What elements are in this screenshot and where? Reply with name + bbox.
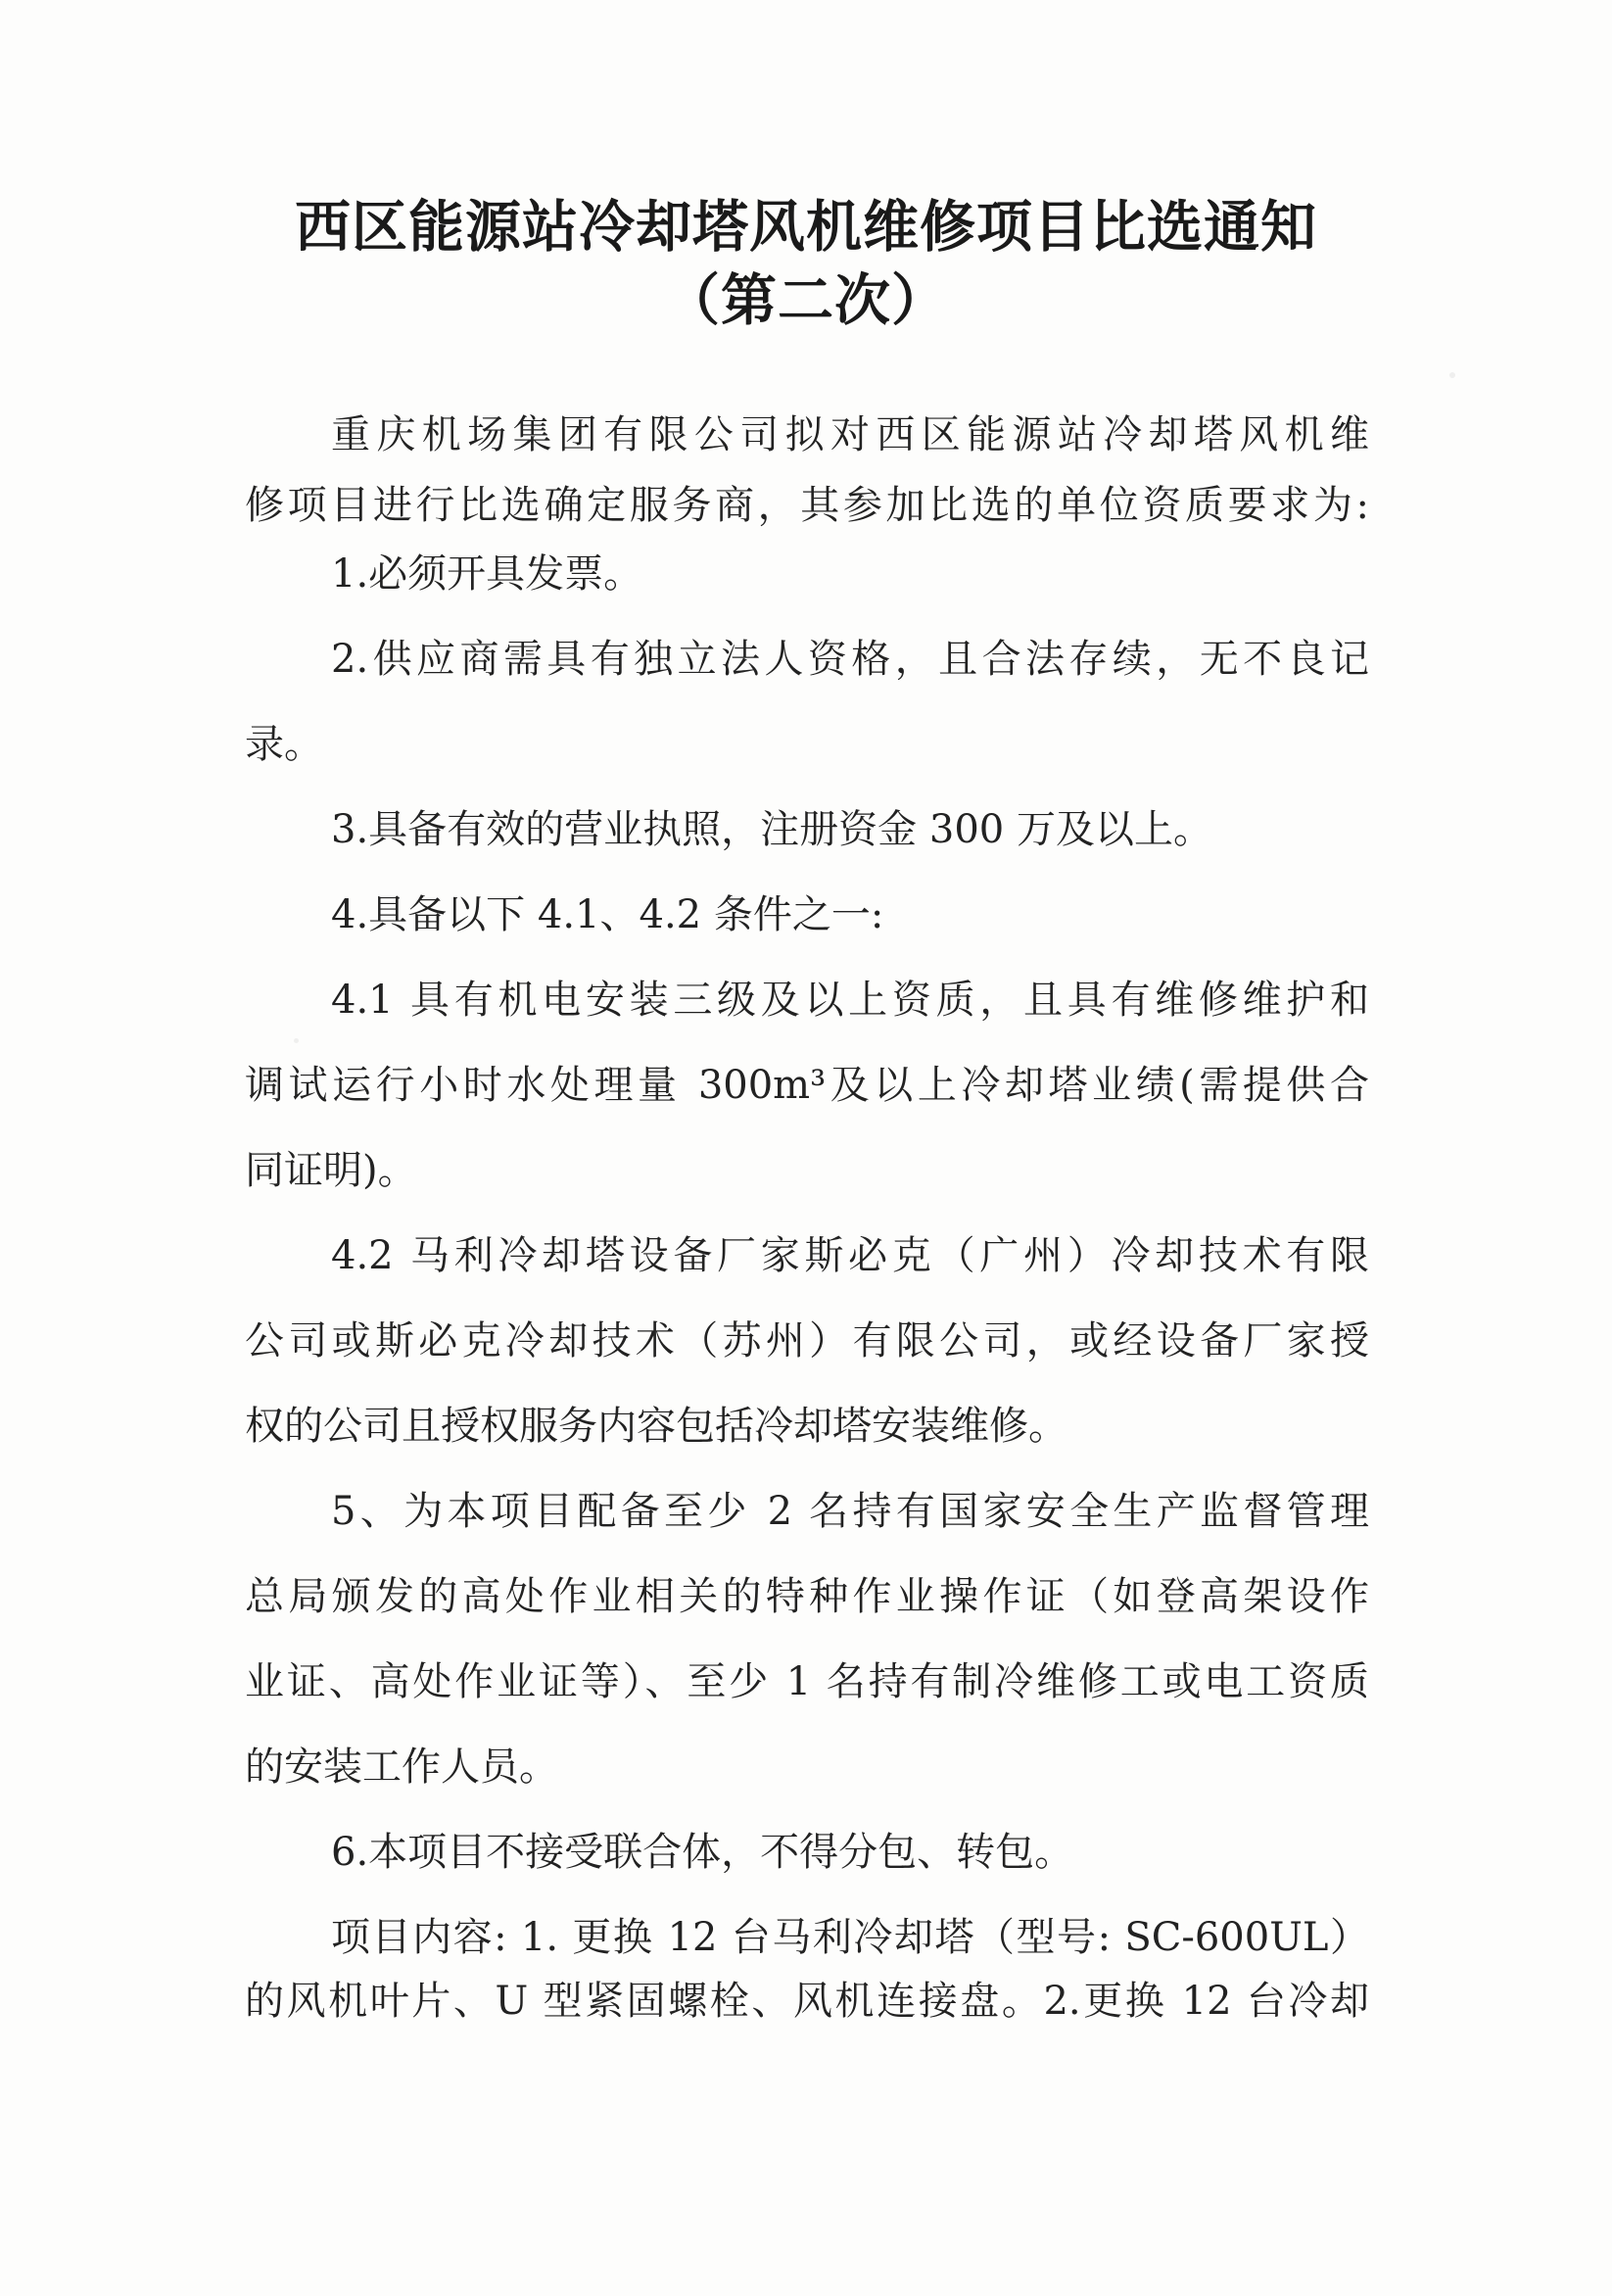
- requirement-5-line-4: 的安装工作人员。: [245, 1745, 558, 1790]
- requirement-3: 3.具备有效的营业执照，注册资金 300 万及以上。: [331, 807, 1212, 852]
- project-content-line-2: 的风机叶片、U 型紧固螺栓、风机连接盘。2.更换 12 台冷却: [245, 1979, 1369, 2024]
- paragraph-intro-line-2: 修项目进行比选确定服务商，其参加比选的单位资质要求为:: [245, 483, 1369, 528]
- requirement-2-line-1: 2.供应商需具有独立法人资格，且合法存续，无不良记: [331, 637, 1369, 682]
- scan-speck: [1449, 372, 1455, 378]
- document-subtitle: （第二次）: [664, 267, 948, 333]
- requirement-4-2-line-1: 4.2 马利冷却塔设备厂家斯必克（广州）冷却技术有限: [331, 1233, 1369, 1278]
- scan-speck: [294, 1038, 299, 1043]
- requirement-4: 4.具备以下 4.1、4.2 条件之一:: [331, 892, 884, 937]
- requirement-4-2-line-2: 公司或斯必克冷却技术（苏州）有限公司，或经设备厂家授: [245, 1318, 1369, 1363]
- requirement-4-1-line-2: 调试运行小时水处理量 300m³及以上冷却塔业绩(需提供合: [245, 1063, 1369, 1108]
- requirement-4-2-line-3: 权的公司且授权服务内容包括冷却塔安装维修。: [245, 1404, 1067, 1449]
- paragraph-intro-line-1: 重庆机场集团有限公司拟对西区能源站冷却塔风机维: [331, 412, 1369, 457]
- requirement-2-line-2: 录。: [245, 722, 323, 767]
- requirement-5-line-2: 总局颁发的高处作业相关的特种作业操作证（如登高架设作: [245, 1574, 1369, 1619]
- requirement-1: 1.必须开具发票。: [331, 551, 643, 597]
- requirement-4-1-line-1: 4.1 具有机电安装三级及以上资质，且具有维修维护和: [331, 978, 1369, 1023]
- requirement-6: 6.本项目不接受联合体，不得分包、转包。: [331, 1830, 1074, 1875]
- document-title: 西区能源站冷却塔风机维修项目比选通知: [295, 194, 1317, 260]
- requirement-5-line-1: 5、为本项目配备至少 2 名持有国家安全生产监督管理: [331, 1489, 1369, 1534]
- project-content-line-1: 项目内容: 1. 更换 12 台马利冷却塔（型号: SC-600UL）: [331, 1915, 1369, 1960]
- requirement-4-1-line-3: 同证明)。: [245, 1148, 417, 1193]
- requirement-5-line-3: 业证、高处作业证等）、至少 1 名持有制冷维修工或电工资质: [245, 1659, 1369, 1704]
